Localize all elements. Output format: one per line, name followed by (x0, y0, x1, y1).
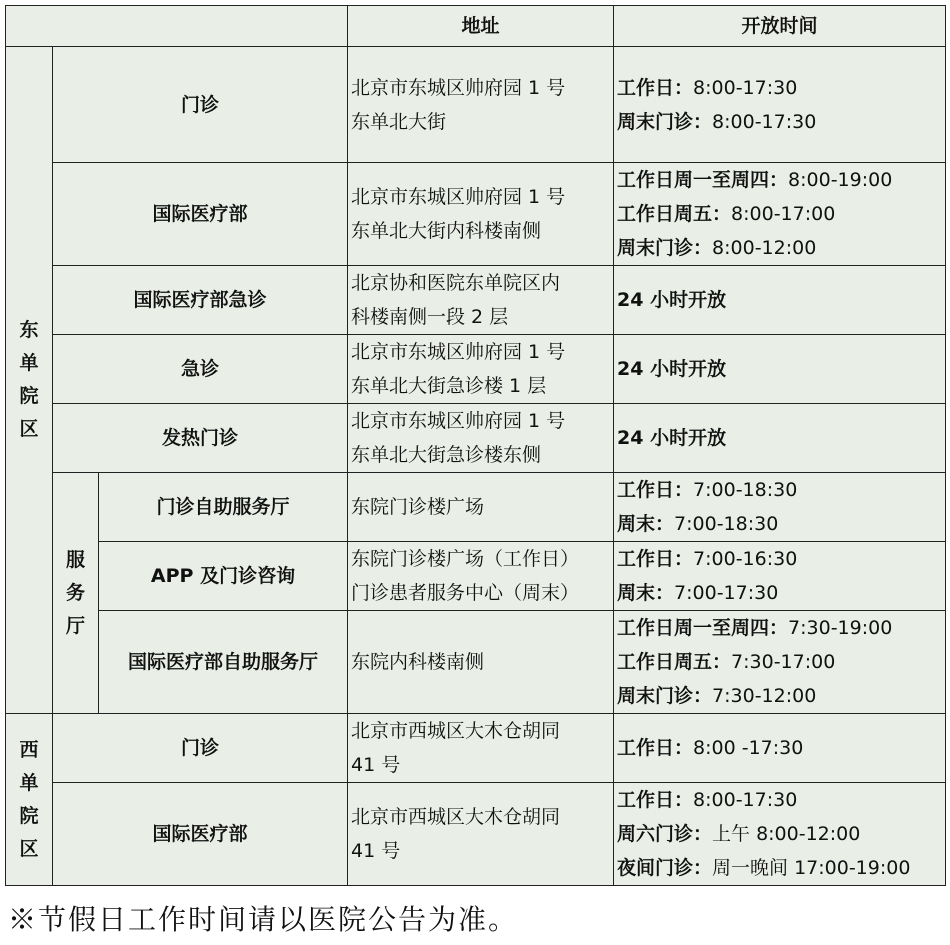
service-name: APP 及门诊咨询 (99, 542, 348, 611)
hours-label: 周末： (617, 582, 675, 604)
hours-label: 夜间门诊： (617, 857, 713, 879)
hours-label: 工作日： (617, 548, 694, 570)
address-cell (348, 163, 614, 266)
address-cell (348, 714, 614, 783)
address-cell (348, 335, 614, 404)
address-line: 北京市东城区帅府园 1 号 (351, 410, 566, 432)
address-line: 北京市东城区帅府园 1 号 (351, 76, 566, 99)
table-row (6, 542, 946, 611)
address-line: 北京市西城区大木仓胡同 (351, 806, 561, 828)
table-row (6, 335, 946, 404)
hours-value: 7:30-17:00 (731, 651, 836, 673)
address-line: 北京市西城区大木仓胡同 (351, 720, 561, 742)
hours-label: 工作日： (617, 789, 694, 811)
hours-label: 周末门诊： (617, 110, 713, 133)
header-address: 地址 (348, 6, 614, 47)
table-row (6, 404, 946, 473)
hours-label: 工作日： (617, 479, 694, 501)
table-row (6, 163, 946, 266)
table-row (6, 266, 946, 335)
hours-line (617, 817, 942, 851)
hours-value: 8:00-17:00 (731, 203, 836, 225)
service-name: 门诊 (53, 714, 348, 783)
header-blank (6, 6, 348, 47)
hours-cell (614, 542, 946, 611)
hours-value: 上午 8:00-12:00 (712, 823, 861, 845)
hours-label: 工作日周一至周四： (617, 169, 789, 191)
campus-label-dongdan: 东 单 院 区 (6, 47, 53, 714)
hours-label: 周末门诊： (617, 685, 713, 707)
address-line: 东院内科楼南侧 (351, 651, 485, 673)
service-name: 发热门诊 (53, 404, 348, 473)
address-line: 东单北大街 (351, 110, 447, 133)
hours-label: 24 小时开放 (617, 427, 727, 449)
schedule-table (5, 5, 946, 886)
address-cell (348, 473, 614, 542)
table-row (6, 611, 946, 714)
table-row (6, 47, 946, 163)
hours-value: 8:00-17:30 (693, 789, 798, 811)
address-line: 北京市东城区帅府园 1 号 (351, 341, 566, 363)
hours-value: 8:00-17:30 (693, 76, 798, 99)
hours-value: 8:00-12:00 (712, 237, 817, 259)
hours-line (617, 783, 942, 817)
table-row (6, 714, 946, 783)
hours-label: 周六门诊： (617, 823, 713, 845)
address-cell (348, 47, 614, 163)
hours-label: 工作日周一至周四： (617, 617, 789, 639)
hours-value: 7:30-19:00 (788, 617, 893, 639)
service-name: 国际医疗部急诊 (53, 266, 348, 335)
hours-label: 周末： (617, 513, 675, 535)
service-hall-label: 服 务 厅 (53, 473, 99, 714)
hours-line (617, 542, 942, 576)
hours-line (617, 231, 942, 265)
hours-label: 工作日周五： (617, 651, 732, 673)
address-line: 门诊患者服务中心（周末） (351, 582, 580, 604)
hours-value: 7:00-18:30 (693, 479, 798, 501)
service-name: 国际医疗部 (53, 163, 348, 266)
hours-line (617, 163, 942, 197)
address-line: 东院门诊楼广场 (351, 496, 485, 518)
hours-line (617, 851, 942, 885)
hours-line (617, 611, 942, 645)
hours-label: 工作日： (617, 737, 694, 759)
holiday-footnote: ※节假日工作时间请以医院公告为准。 (8, 903, 519, 936)
hours-cell (614, 335, 946, 404)
hours-cell (614, 266, 946, 335)
hours-value: 7:00-16:30 (693, 548, 798, 570)
service-name: 国际医疗部 (53, 783, 348, 886)
address-cell (348, 542, 614, 611)
hours-label: 工作日周五： (617, 203, 732, 225)
service-name: 门诊自助服务厅 (99, 473, 348, 542)
hours-value: 7:30-12:00 (712, 685, 817, 707)
address-line: 东单北大街急诊楼东侧 (351, 444, 542, 466)
hours-cell (614, 611, 946, 714)
hours-line (617, 473, 942, 507)
address-cell (348, 404, 614, 473)
hours-line (617, 576, 942, 610)
header-row (6, 6, 946, 47)
address-line: 北京市东城区帅府园 1 号 (351, 186, 566, 208)
service-name: 门诊 (53, 47, 348, 163)
hours-line (617, 645, 942, 679)
hours-cell (614, 47, 946, 163)
hours-cell (614, 404, 946, 473)
hours-cell (614, 783, 946, 886)
hours-cell (614, 163, 946, 266)
hours-value: 7:00-18:30 (674, 513, 779, 535)
address-line: 东单北大街急诊楼 1 层 (351, 375, 547, 397)
hours-cell (614, 473, 946, 542)
hours-line (617, 197, 942, 231)
service-name: 急诊 (53, 335, 348, 404)
service-name: 国际医疗部自助服务厅 (99, 611, 348, 714)
table-row (6, 783, 946, 886)
hours-value: 8:00-17:30 (712, 110, 817, 133)
hours-label: 工作日： (617, 76, 694, 99)
hours-label: 周末门诊： (617, 237, 713, 259)
hours-line (617, 731, 942, 765)
hours-line (617, 71, 942, 105)
address-line: 41 号 (351, 754, 401, 776)
hours-line (617, 283, 942, 317)
hours-label: 24 小时开放 (617, 289, 727, 311)
address-cell (348, 611, 614, 714)
campus-label-xidan: 西 单 院 区 (6, 714, 53, 886)
hours-value: 8:00-19:00 (788, 169, 893, 191)
address-line: 东院门诊楼广场（工作日） (351, 548, 580, 570)
hours-line (617, 105, 942, 139)
hours-line (617, 507, 942, 541)
address-line: 科楼南侧一段 2 层 (351, 306, 509, 328)
address-line: 41 号 (351, 840, 401, 862)
header-hours: 开放时间 (614, 6, 946, 47)
hours-cell (614, 714, 946, 783)
address-cell (348, 266, 614, 335)
hours-value: 8:00 -17:30 (693, 737, 804, 759)
hours-label: 24 小时开放 (617, 358, 727, 380)
hours-value: 周一晚间 17:00-19:00 (712, 857, 911, 879)
hours-line (617, 679, 942, 713)
hours-line (617, 421, 942, 455)
hours-line (617, 352, 942, 386)
hours-value: 7:00-17:30 (674, 582, 779, 604)
address-line: 东单北大街内科楼南侧 (351, 220, 542, 242)
table-row (6, 473, 946, 542)
address-line: 北京协和医院东单院区内 (351, 272, 561, 294)
address-cell (348, 783, 614, 886)
